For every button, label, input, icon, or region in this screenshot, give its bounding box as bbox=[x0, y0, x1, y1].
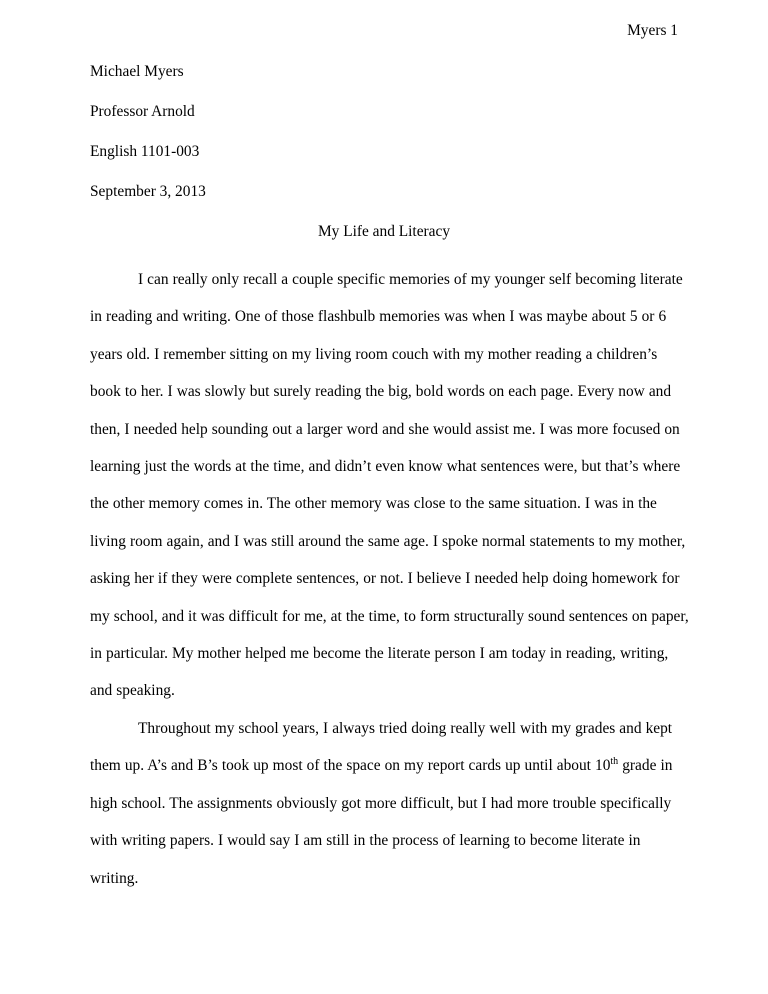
paragraph-2-text-after: grade in high school. The assignments obviously got more difficult, but I had more trouble specifically with writing papers. I would say I am still in the process of learning to become literate in writing. bbox=[90, 757, 673, 887]
essay-title: My Life and Literacy bbox=[317, 223, 451, 240]
paragraph-2 bbox=[90, 710, 690, 897]
instructor-name: Professor Arnold bbox=[90, 103, 195, 120]
author-name: Michael Myers bbox=[90, 63, 184, 80]
paragraph-2-text-before: Throughout my school years, I always tried doing really well with my grades and kept them up. A’s and B’s took up most of the space on my report cards up until about 10 bbox=[90, 719, 673, 775]
paragraph-1: I can really only recall a couple specific memories of my younger self becoming literate in reading and writing. One of those flashbulb memories was when I was maybe about 5 or 6 years old. I remember sitting on my living room couch with my mother reading a children’s book to her. I was slowly but surely reading the big, bold words on each page. Every now and then, I needed help sounding out a larger word and she would assist me. I was more focused on learning just the words at the time, and didn’t even know what sentences were, but that’s where the other memory comes in. The other memory was close to the same situation. I was in the living room again, and I was still around the same age. I spoke normal statements to my mother, asking her if they were complete sentences, or not. I believe I needed help doing homework for my school, and it was difficult for me, at the time, to form structurally sound sentences on paper, in particular. My mother helped me become the literate person I am today in reading, writing, and speaking. bbox=[90, 271, 689, 700]
paragraph-2-superscript: th bbox=[610, 756, 619, 768]
running-head: Myers 1 bbox=[627, 22, 678, 39]
essay-date: September 3, 2013 bbox=[90, 183, 206, 200]
essay-body bbox=[90, 261, 690, 897]
header-block bbox=[90, 61, 690, 221]
course-name: English 1101-003 bbox=[90, 143, 200, 160]
